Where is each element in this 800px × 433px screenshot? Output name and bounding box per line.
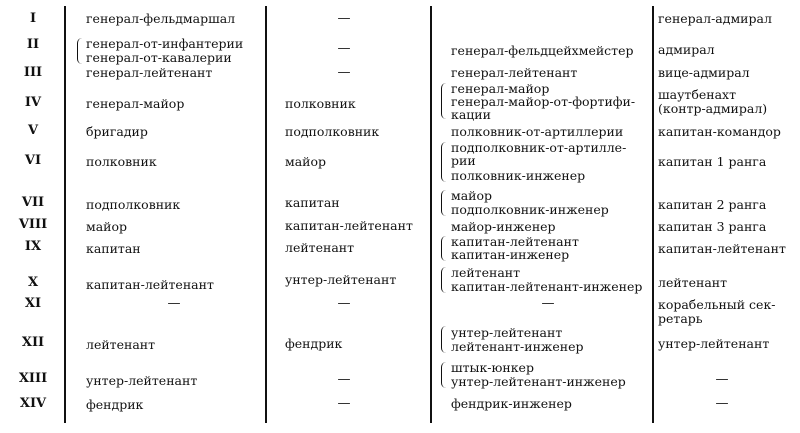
- rank-number: V: [27, 123, 39, 138]
- navy-rank: вице-адмирал: [658, 65, 750, 80]
- navy-rank: лейтенант: [658, 275, 728, 290]
- artillery-rank: фендрик-инженер: [451, 396, 572, 411]
- navy-rank: капитан 3 ранга: [658, 219, 767, 234]
- artillery-rank: полковник-от-артиллерии: [451, 124, 624, 139]
- artillery-rank: кации: [451, 107, 491, 122]
- navy-rank: капитан-лейтенант: [658, 241, 786, 256]
- guard-rank: —: [337, 41, 351, 56]
- army-rank: генерал-майор: [86, 96, 185, 111]
- army-rank: —: [167, 296, 181, 311]
- artillery-rank: лейтенант: [451, 265, 521, 280]
- artillery-rank: унтер-лейтенант-инженер: [451, 374, 626, 389]
- rank-number: XIII: [18, 371, 48, 386]
- army-rank: генерал-от-кавалерии: [86, 50, 232, 65]
- rank-number: XI: [24, 296, 42, 311]
- guard-rank: —: [337, 372, 351, 387]
- navy-rank: генерал-адмирал: [658, 11, 772, 26]
- rank-number: VI: [24, 153, 42, 168]
- rank-number: I: [29, 11, 37, 26]
- rank-number: XIV: [19, 396, 47, 411]
- artillery-rank: подполковник-от-артилле-: [451, 140, 627, 155]
- group-brace: [77, 38, 82, 64]
- guard-rank: лейтенант: [285, 240, 355, 255]
- guard-rank: майор: [285, 154, 327, 169]
- artillery-rank: генерал-фельдцейхмейстер: [451, 43, 634, 58]
- artillery-rank: лейтенант-инженер: [451, 339, 584, 354]
- group-brace: [441, 267, 446, 293]
- artillery-rank: майор: [451, 188, 493, 203]
- group-brace: [441, 326, 446, 353]
- artillery-rank: майор-инженер: [451, 219, 556, 234]
- group-brace: [441, 362, 446, 388]
- column-divider-2: [265, 6, 267, 423]
- guard-rank: фендрик: [285, 336, 343, 351]
- group-brace: [441, 83, 446, 119]
- guard-rank: полковник: [285, 96, 356, 111]
- rank-number: X: [27, 275, 39, 290]
- rank-number: IX: [24, 239, 42, 254]
- rank-number: IV: [24, 95, 42, 110]
- group-brace: [441, 142, 446, 182]
- rank-number: XII: [21, 335, 45, 350]
- navy-rank: —: [715, 372, 729, 387]
- army-rank: майор: [86, 219, 128, 234]
- column-divider-1: [64, 6, 66, 423]
- rank-number: III: [23, 65, 43, 80]
- artillery-rank: генерал-майор-от-фортифи-: [451, 94, 636, 109]
- rank-number: II: [26, 37, 40, 52]
- artillery-rank: генерал-майор: [451, 81, 550, 96]
- rank-number: VII: [21, 195, 45, 210]
- rank-number: VIII: [18, 217, 48, 232]
- army-rank: бригадир: [86, 124, 148, 139]
- army-rank: генерал-от-инфантерии: [86, 36, 244, 51]
- army-rank: генерал-лейтенант: [86, 65, 213, 80]
- guard-rank: капитан: [285, 195, 340, 210]
- artillery-rank: рии: [451, 153, 476, 168]
- group-brace: [441, 236, 446, 261]
- navy-rank: капитан 2 ранга: [658, 197, 767, 212]
- guard-rank: подполковник: [285, 124, 380, 139]
- artillery-rank: капитан-инженер: [451, 247, 570, 262]
- army-rank: лейтенант: [86, 337, 156, 352]
- navy-rank: —: [715, 396, 729, 411]
- guard-rank: —: [337, 65, 351, 80]
- column-divider-3: [430, 6, 432, 423]
- army-rank: генерал-фельдмаршал: [86, 11, 236, 26]
- artillery-rank: подполковник-инженер: [451, 202, 609, 217]
- group-brace: [441, 190, 446, 216]
- column-divider-4: [652, 6, 654, 423]
- navy-rank: корабельный сек-: [658, 297, 776, 312]
- army-rank: подполковник: [86, 197, 181, 212]
- guard-rank: капитан-лейтенант: [285, 218, 413, 233]
- artillery-rank: капитан-лейтенант: [451, 234, 579, 249]
- artillery-rank: капитан-лейтенант-инженер: [451, 279, 643, 294]
- army-rank: капитан: [86, 241, 141, 256]
- army-rank: унтер-лейтенант: [86, 373, 198, 388]
- navy-rank: капитан-командор: [658, 124, 781, 139]
- artillery-rank: —: [541, 296, 555, 311]
- guard-rank: —: [337, 296, 351, 311]
- navy-rank: ретарь: [658, 311, 703, 326]
- guard-rank: —: [337, 396, 351, 411]
- navy-rank: унтер-лейтенант: [658, 336, 770, 351]
- navy-rank: адмирал: [658, 42, 715, 57]
- guard-rank: —: [337, 11, 351, 26]
- artillery-rank: генерал-лейтенант: [451, 65, 578, 80]
- army-rank: полковник: [86, 154, 157, 169]
- artillery-rank: полковник-инженер: [451, 168, 586, 183]
- artillery-rank: унтер-лейтенант: [451, 325, 563, 340]
- army-rank: капитан-лейтенант: [86, 277, 214, 292]
- navy-rank: (контр-адмирал): [658, 101, 768, 116]
- army-rank: фендрик: [86, 397, 144, 412]
- navy-rank: шаутбенахт: [658, 87, 737, 102]
- navy-rank: капитан 1 ранга: [658, 154, 767, 169]
- guard-rank: унтер-лейтенант: [285, 272, 397, 287]
- artillery-rank: штык-юнкер: [451, 360, 534, 375]
